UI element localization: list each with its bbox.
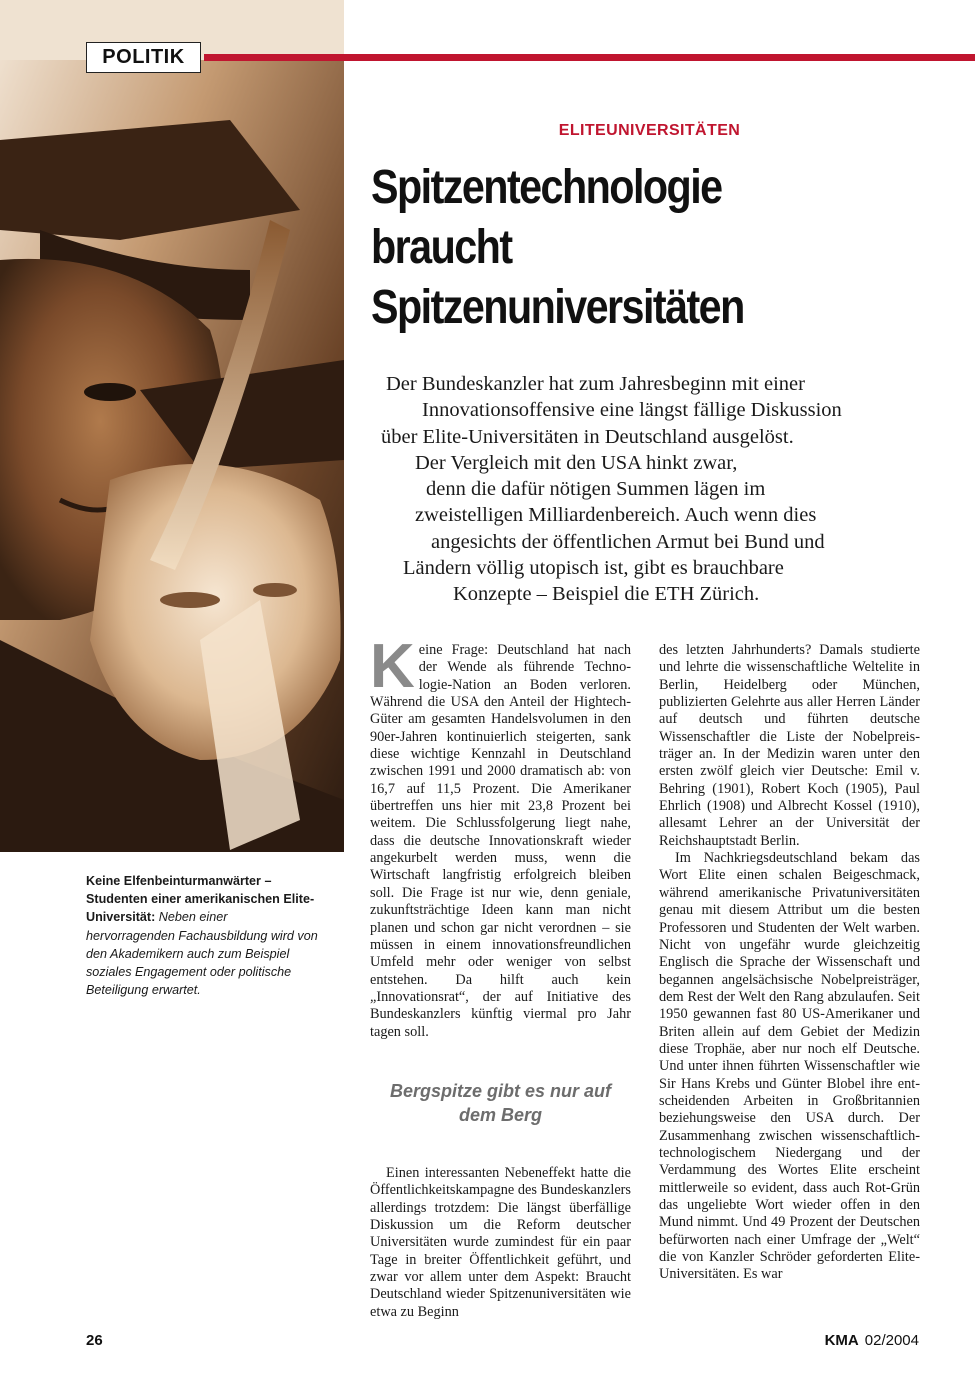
lead-line: angesichts der öffentlichen Armut bei Bund und: [431, 530, 825, 553]
publication-info: [825, 1332, 919, 1349]
magazine-name: KMA: [824, 1332, 859, 1349]
headline: [371, 158, 878, 338]
kicker: ELITEUNIVERSITÄTEN: [558, 122, 741, 139]
lead-line: Konzepte – Beispiel die ETH Zürich.: [453, 583, 760, 606]
lead-line: denn die dafür nötigen Summen lägen im: [426, 478, 766, 501]
headline-line: Spitzenuniversitäten: [371, 281, 744, 334]
drop-cap: K: [370, 632, 415, 701]
article-column-2: [659, 642, 920, 1284]
section-label: POLITIK: [86, 42, 201, 73]
issue-number: 02/2004: [864, 1332, 919, 1349]
headline-line: Spitzentechnologie: [371, 161, 722, 214]
lead-paragraph: [370, 371, 910, 608]
paragraph-text: eine Frage: Deutschland hat nach der Wende als führende Technologie-Nation an Boden verloren. Während die USA den Anteil der Hightech-Güter am gesamten Handelsvolumen in den 90er-Jahren kontinuierlich steigerten, sank diese wichtige Kennzahl in Deutschland zwischen 1991 und 2000 dramatisch ab: von 16,7 auf 11,5 Prozent. Die Amerikaner übertreffen uns hier mit 23,8 Prozent bei weitem. Die Schlussfolgerung liegt nahe, dass die deutsche Innovationskraft wieder angekurbelt werden muss, wenn die Wirtschaft langfristig erfolgreich bleiben soll. Die Frage ist nur wie, denn geniale, zukunftsträchtige Ideen kann man nicht planen und schon gar nicht verordnen – sie müssen in einem innovationsfreundlichen Umfeld mehr oder weniger von selbst entstehen. Da hilft auch kein „Innovationsrat“, der auf Initiative des Bundeskanzlers künftig viermal pro Jahr tagen soll.: [370, 642, 631, 1040]
lead-line: Innovationsoffensive eine längst fällige Diskussion: [422, 399, 842, 422]
lead-line: Der Bundeskanzler hat zum Jahresbeginn mit einer: [386, 373, 805, 395]
caption-italic: Neben einer hervorragenden Fachausbildung wird von den Akademikern auch zum Beispiel soziales Engagement oder politische Beteiligung erwartet.: [86, 910, 318, 998]
article-column-1: [370, 632, 631, 1321]
page-number: 26: [86, 1332, 103, 1349]
photo-caption: [86, 872, 318, 999]
article-paragraph: des letzten Jahrhunderts? Damals studierte und lehrte die wissenschaftliche Weltelite in Berlin, Heidelberg oder München, publizierten Gelehrte aus aller Herren Länder auf deutsch und führten deutsche Wissenschaftler die Liste der Nobelpreisträger an. In der Medizin waren unter den ersten zwölf gleich vier Deutsche: Emil v. Behring (1901), Robert Koch (1905), Paul Ehrlich (1908) und Albrecht Kossel (1910), allesamt Lehrer an der Universität der Reichshauptstadt Berlin.: [659, 642, 920, 849]
lead-line: Der Vergleich mit den USA hinkt zwar,: [415, 451, 738, 474]
graduates-photo: [0, 0, 344, 852]
section-rule: [204, 54, 975, 61]
caption-bold: Keine Elfenbeinturmanwärter – Studenten einer amerikanischen Elite-Universität:: [86, 874, 315, 925]
subheading: Bergspitze gibt es nur auf dem Berg: [389, 1080, 612, 1125]
article-paragraph: Einen interessanten Nebeneffekt hatte die Öffentlichkeitskampagne des Bundeskanzlers allerdings trotzdem: Die längst überfällige Diskussion um die Reform deutscher Universitäten wurde zumindest für ein paar Tage in breiter Öffentlichkeit geführt, und zwar vor allem unter dem Aspekt: Braucht Deutschland wieder Spitzenuniversitäten wie etwa zu Beginn: [370, 1164, 631, 1320]
lead-line: über Elite-Universitäten in Deutschland ausgelöst.: [381, 425, 794, 448]
lead-line: zweistelligen Milliardenbereich. Auch wenn dies: [415, 504, 817, 527]
lead-line: Ländern völlig utopisch ist, gibt es brauchbare: [403, 557, 784, 580]
article-paragraph: [370, 632, 631, 1041]
headline-line: braucht: [371, 221, 512, 274]
article-paragraph: Im Nachkriegsdeutschland bekam das Wort Elite einen schalen Beigeschmack, während amerikanische Privatuniversitäten genau mit diesem Attribut um die besten Professoren und Studenten der Welt warben. Nicht von ungefähr wurde gleichzeitig Englisch die Sprache der Wissenschaft und begannen angelsächsische Nobelpreisträger, dem Rest der Welt den Rang abzulaufen. Seit 1950 gewannen fast 80 US-Amerikaner und Briten allein auf dem Gebiet der Medizin diese Trophäe, aber nur noch elf Deutsche. Und unter ihnen führten Wissenschaftler wie Sir Hans Krebs und Günter Blobel ihre entscheidenden Arbeiten in Großbritannien beziehungsweise den USA durch. Der Zusammenhang zwischen wissenschaftlich-technologischem Niedergang und der Verdammung des Wortes Elite erscheint mittlerweile so evident, dass auch Rot-Grün das ungeliebte Wort wieder offen in den Mund nimmt. Und 49 Prozent der Deutschen befürworten nach einer Umfrage der „Welt“ die von Kanzler Schröder geforderten Elite-Universitäten. Es war: [659, 850, 920, 1283]
